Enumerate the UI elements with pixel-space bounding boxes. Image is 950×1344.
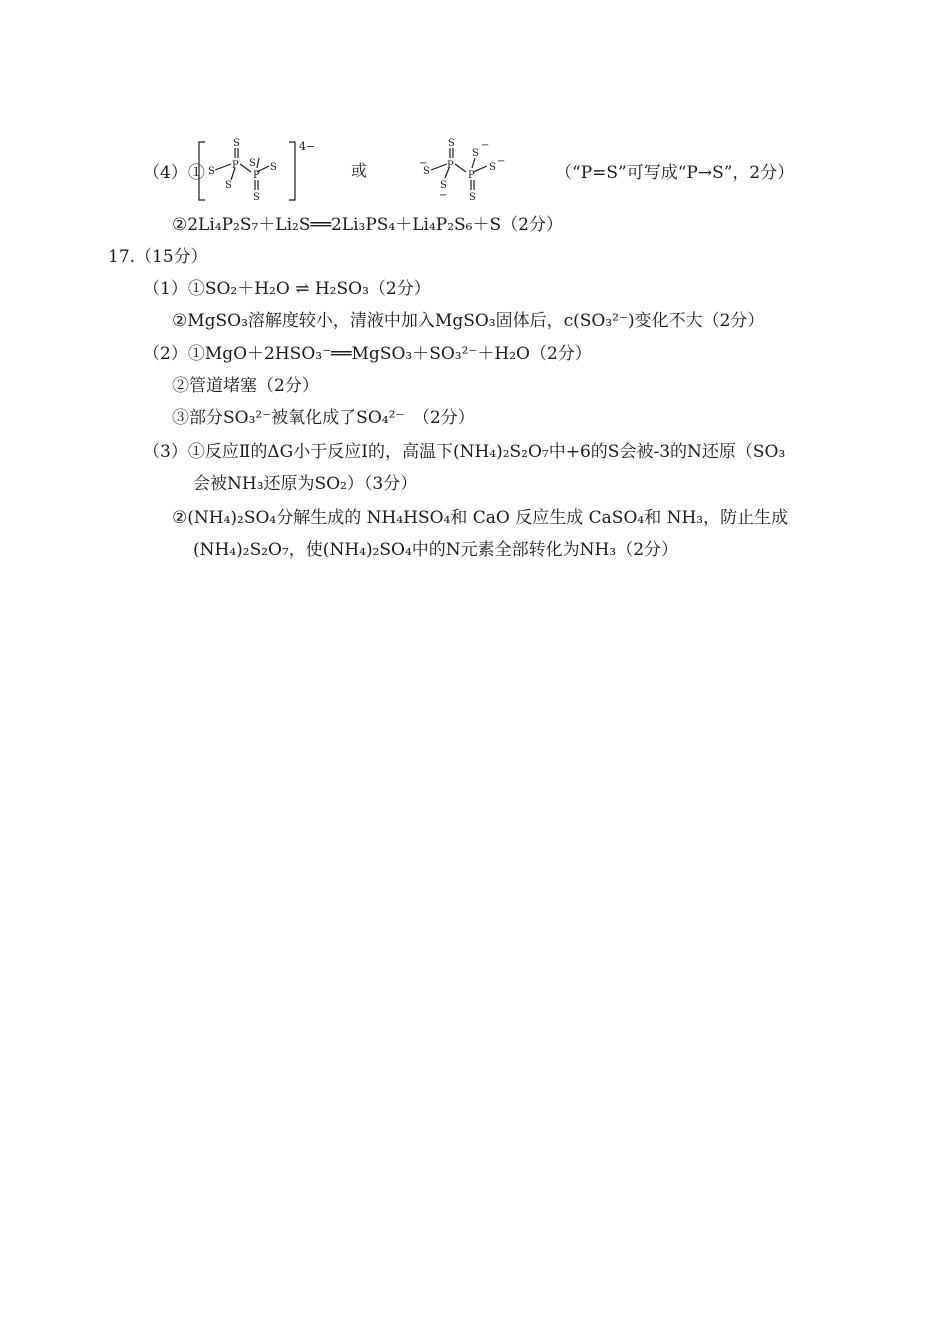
q16-4-label: （4）① [143, 163, 205, 183]
p2s7-structures [191, 136, 551, 206]
charge-4-minus: 4− [299, 140, 316, 153]
atom-s: S [249, 158, 256, 169]
minus-sign: − [481, 140, 490, 151]
atom-s: S [253, 192, 260, 203]
q16-4-note: （“P=S”可写成“P→S”，2分） [555, 163, 795, 183]
q17-3-1b: 会被NH₃还原为SO₂）（3分） [193, 474, 418, 494]
atom-s: S [225, 180, 232, 191]
atom-s: S [448, 138, 455, 149]
q17-2-1: （2）①MgO＋2HSO₃⁻══MgSO₃＋SO₃²⁻＋H₂O（2分） [143, 344, 592, 364]
q16-4-structures [143, 136, 863, 206]
atom-s: S [270, 162, 277, 173]
atom-s: S [423, 166, 430, 177]
minus-sign: − [497, 156, 506, 167]
q17-1-1: （1）①SO₂＋H₂O ⇌ H₂SO₃（2分） [143, 279, 431, 299]
q17-1-2: ②MgSO₃溶解度较小，清液中加入MgSO₃固体后，c(SO₃²⁻)变化不大（2分） [172, 311, 765, 331]
q16-4-equation: ②2Li₄P₂S₇＋Li₂S══2Li₃PS₄＋Li₄P₂S₆＋S（2分） [172, 215, 563, 235]
q17-3-2b: (NH₄)₂S₂O₇，使(NH₄)₂SO₄中的N元素全部转化为NH₃（2分） [193, 540, 679, 560]
q17-3-2a: ②(NH₄)₂SO₄分解生成的 NH₄HSO₄和 CaO 反应生成 CaSO₄和 NH₃，防止生成 [172, 508, 789, 528]
q17-2-2: ②管道堵塞（2分） [172, 376, 319, 396]
atom-s: S [208, 166, 215, 177]
atom-p: P [447, 160, 454, 171]
atom-s: S [440, 180, 447, 191]
atom-p: P [232, 160, 239, 171]
atom-p: P [468, 170, 475, 181]
minus-sign: − [439, 190, 448, 201]
q17-header: 17.（15分） [108, 247, 208, 267]
minus-sign: − [419, 158, 428, 169]
atom-s: S [472, 148, 479, 159]
q17-2-3: ③部分SO₃²⁻被氧化成了SO₄²⁻ （2分） [172, 408, 475, 428]
atom-s: S [489, 162, 496, 173]
q17-3-1a: （3）①反应Ⅱ的ΔG小于反应Ⅰ的，高温下(NH₄)₂S₂O₇中+6的S会被-3的N还原（SO₃ [143, 442, 786, 462]
or-word: 或 [351, 161, 368, 180]
atom-s: S [469, 192, 476, 203]
atom-s: S [233, 138, 240, 149]
atom-p: P [253, 170, 260, 181]
